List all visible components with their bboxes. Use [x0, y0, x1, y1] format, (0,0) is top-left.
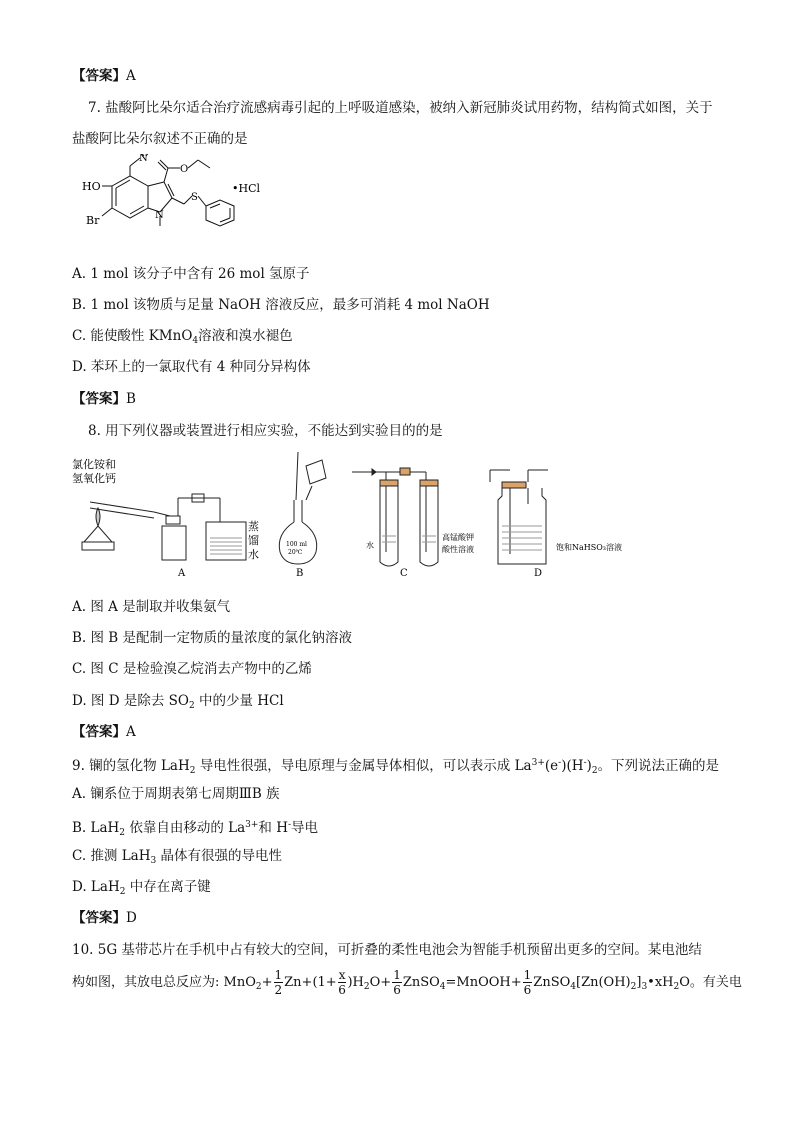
fig-d-solution: 饱和NaHSO₃溶液: [556, 543, 622, 552]
structure-label-hcl: •HCl: [232, 182, 260, 195]
fig-c-solution-2: 酸性溶液: [442, 545, 474, 554]
structure-label-n-ring: N: [155, 210, 164, 221]
answer-tag: 【答案】: [72, 391, 126, 407]
arbidol-structure-diagram: [80, 154, 260, 248]
fraction: $\frac{1}{2}$: [274, 968, 283, 997]
answer-q8: [72, 722, 136, 742]
fig-b-flask-1: 100 ml: [286, 541, 307, 548]
fig-a-reagent-1: 氯化铵和: [72, 458, 116, 471]
structure-label-br: Br: [86, 214, 100, 227]
fig-a-water-2: 馏: [248, 534, 259, 547]
structure-label-n-amine: N: [139, 154, 148, 164]
answer-tag: 【答案】: [72, 910, 126, 926]
structure-label-ho: HO: [82, 180, 101, 193]
question-8-option-b: B. 图 B 是配制一定物质的量浓度的氯化钠溶液: [72, 630, 353, 646]
question-8-option-d: D. 图 D 是除去 $SO_2$ 中的少量 HCl: [72, 693, 284, 711]
question-9-option-b: B. LaH$_2$ 依靠自由移动的 $La^{3+}$和 H-导电: [72, 820, 319, 838]
question-8-option-c: C. 图 C 是检验溴乙烷消去产物中的乙烯: [72, 661, 312, 677]
question-7-stem: 7. 盐酸阿比朵尔适合治疗流感病毒引起的上呼吸道感染，被纳入新冠肺炎试用药物，结构简式如图，关于: [88, 100, 713, 116]
fig-b-flask-2: 20℃: [288, 549, 303, 556]
question-8-stem: 8. 用下列仪器或装置进行相应实验，不能达到实验目的的是: [88, 423, 443, 439]
answer-value: B: [126, 391, 136, 407]
answer-value: A: [126, 724, 136, 740]
structure-label-o-ester: O: [180, 164, 189, 175]
fig-label-c: C: [400, 568, 408, 579]
question-9-option-c: C. 推测 LaH$_3$ 晶体有很强的导电性: [72, 848, 283, 866]
question-10-reaction: 构如图，其放电总反应为: MnO$_2$+ $\frac{1}{2}$ Zn+(1+ $\frac{x}{6}$ )$H_2O+$ $\frac{1}{6}$ ZnSO$_4$=MnOOH+ $\frac{1}{6}$ $ZnSO_4[Zn(OH)_2]_3•xH_2O$。有关电: [72, 968, 742, 997]
question-7-option-c: C. 能使酸性 KMnO$_4$溶液和溴水褪色: [72, 328, 293, 346]
question-10-stem: 10. 5G 基带芯片在手机中占有较大的空间，可折叠的柔性电池会为智能手机预留出更多的空间。某电池结: [72, 942, 702, 958]
fraction: $\frac{x}{6}$: [338, 968, 346, 997]
fig-label-a: A: [178, 568, 186, 579]
answer-value: A: [126, 68, 136, 84]
answer-q6: [72, 66, 136, 86]
fig-a-reagent-2: 氢氧化钙: [72, 472, 116, 485]
fig-a-water-1: 蒸: [248, 520, 259, 533]
question-9-stem: 9. 镧的氢化物 LaH$_2$ 导电性很强，导电原理与金属导体相似，可以表示成 $La^{3+}(e^-)(H^-)_2$。下列说法正确的是: [72, 758, 720, 776]
answer-tag: 【答案】: [72, 68, 126, 84]
answer-tag: 【答案】: [72, 724, 126, 740]
structure-label-s: S: [191, 192, 198, 203]
question-7-option-b: B. 1 mol 该物质与足量 NaOH 溶液反应，最多可消耗 4 mol NaOH: [72, 297, 490, 313]
question-7-option-d: D. 苯环上的一氯取代有 4 种同分异构体: [72, 359, 311, 375]
question-8-option-a: A. 图 A 是制取并收集氨气: [72, 599, 231, 615]
answer-value: D: [126, 910, 137, 926]
fig-label-d: D: [534, 568, 543, 579]
answer-q7: [72, 389, 136, 409]
experiment-apparatus-diagram: [70, 450, 630, 590]
fig-label-b: B: [296, 568, 304, 579]
question-7-stem-cont: 盐酸阿比朵尔叙述不正确的是: [72, 131, 248, 147]
answer-q9: [72, 908, 137, 928]
question-9-option-d: D. LaH$_2$ 中存在离子键: [72, 879, 211, 897]
question-7-option-a: A. 1 mol 该分子中含有 26 mol 氢原子: [72, 266, 310, 282]
fig-c-solution-1: 高锰酸钾: [442, 533, 474, 542]
fraction: $\frac{1}{6}$: [523, 968, 532, 997]
fig-a-water-3: 水: [248, 548, 259, 561]
question-9-option-a: A. 镧系位于周期表第七周期ⅢB 族: [72, 786, 280, 802]
fraction: $\frac{1}{6}$: [393, 968, 401, 997]
fig-c-water: 水: [366, 541, 374, 550]
